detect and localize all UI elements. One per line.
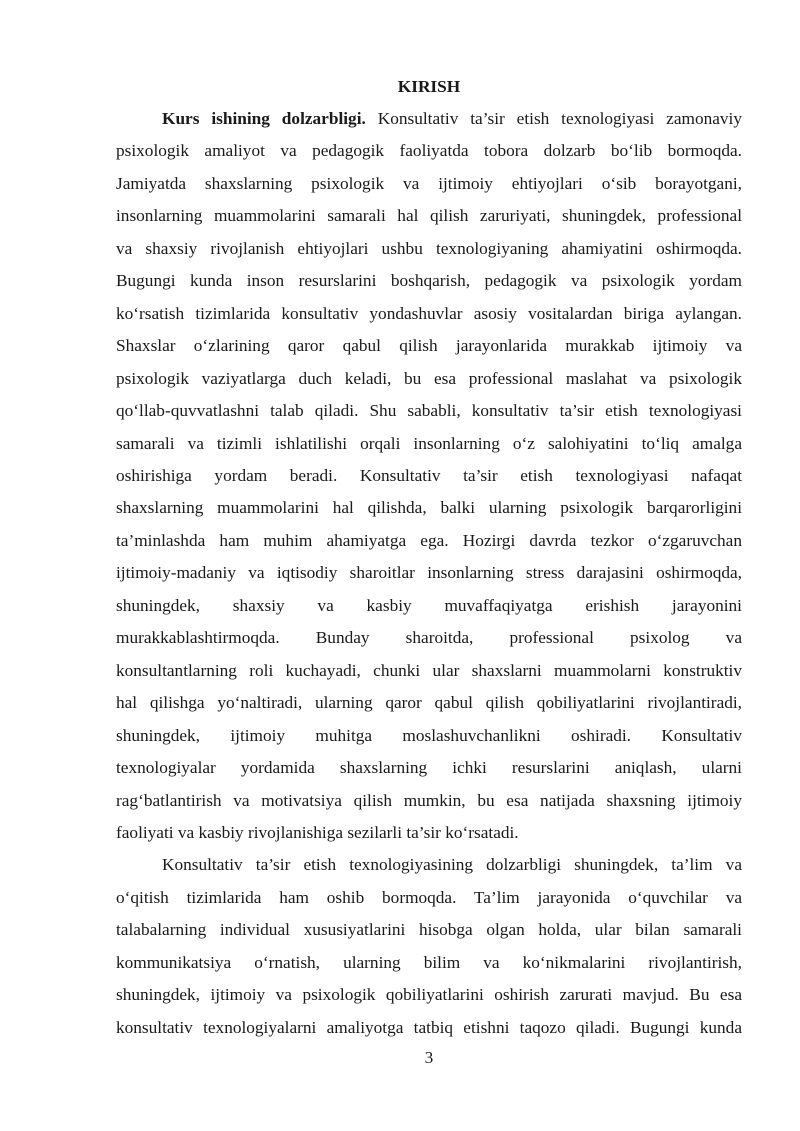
lead-phrase: Kurs ishining dolzarbligi. (162, 109, 366, 128)
text-line: Shaxslar o‘zlarining qaror qabul qilish jarayonlarida murakkab ijtimoiy va (116, 336, 742, 356)
section-heading: KIRISH (397, 77, 461, 96)
text-line: konsultativ texnologiyalarni amaliyotga tatbiq etishni taqozo qiladi. Bugungi kunda (116, 1017, 742, 1037)
text-line: hal qilishga yo‘naltiradi, ularning qaror qabul qilish qobiliyatlarini rivojlantiradi, (116, 693, 742, 713)
text-line: psixologik amaliyot va pedagogik faoliyatda tobora dolzarb bo‘lib bormoqda. (116, 141, 742, 161)
text-line: Jamiyatda shaxslarning psixologik va ijtimoiy ehtiyojlari o‘sib borayotgani, (116, 173, 742, 193)
text-line: samarali va tizimli ishlatilishi orqali insonlarning o‘z salohiyatini to‘liq amalga (116, 433, 742, 453)
text-line: Bugungi kunda inson resurslarini boshqarish, pedagogik va psixologik yordam (116, 271, 742, 291)
text-line: rag‘batlantirish va motivatsiya qilish mumkin, bu esa natijada shaxsning ijtimoiy (116, 790, 742, 810)
text-line: shuningdek, ijtimoiy muhitga moslashuvchanlikni oshiradi. Konsultativ (116, 725, 742, 745)
paragraph-1 (116, 103, 742, 849)
text-line: insonlarning muammolarini samarali hal qilish zaruriyati, shuningdek, professional (116, 206, 742, 226)
text-line: psixologik vaziyatlarga duch keladi, bu esa professional maslahat va psixologik (116, 368, 742, 388)
page-number: 3 (424, 1048, 434, 1067)
text-line: Konsultativ ta’sir etish texnologiyasining dolzarbligi shuningdek, ta’lim va (162, 855, 742, 875)
body-text (116, 103, 742, 1044)
text-line: qo‘llab-quvvatlashni talab qiladi. Shu sababli, konsultativ ta’sir etish texnologiyasi (116, 401, 742, 421)
text-line: ko‘rsatish tizimlarida konsultativ yondashuvlar asosiy vositalardan biriga aylangan. (116, 303, 742, 323)
text-line: kommunikatsiya o‘rnatish, ularning bilim va ko‘nikmalarini rivojlantirish, (116, 952, 742, 972)
text-line: konsultantlarning roli kuchayadi, chunki ular shaxslarni muammolarni konstruktiv (116, 660, 742, 680)
text-line: ijtimoiy-madaniy va iqtisodiy sharoitlar insonlarning stress darajasini oshirmoqda, (116, 563, 742, 583)
text-line (116, 103, 742, 135)
text-line-content: Konsultativ ta’sir etish texnologiyasi zamonaviy (365, 109, 742, 128)
paragraph-2 (116, 849, 742, 1044)
text-line: o‘qitish tizimlarida ham oshib bormoqda. Ta’lim jarayonida o‘quvchilar va (116, 887, 742, 907)
text-line: shuningdek, shaxsiy va kasbiy muvaffaqiyatga erishish jarayonini (116, 595, 742, 615)
text-line: talabalarning individual xususiyatlarini hisobga olgan holda, ular bilan samarali (116, 920, 742, 940)
text-line: faoliyati va kasbiy rivojlanishiga sezilarli ta’sir ko‘rsatadi. (116, 822, 519, 842)
text-line: oshirishiga yordam beradi. Konsultativ ta’sir etish texnologiyasi nafaqat (116, 465, 742, 485)
text-line: ta’minlashda ham muhim ahamiyatga ega. Hozirgi davrda tezkor o‘zgaruvchan (116, 530, 742, 550)
text-line: murakkablashtirmoqda. Bunday sharoitda, professional psixolog va (116, 628, 742, 648)
text-line: texnologiyalar yordamida shaxslarning ichki resurslarini aniqlash, ularni (116, 758, 742, 778)
text-line: va shaxsiy rivojlanish ehtiyojlari ushbu texnologiyaning ahamiyatini oshirmoqda. (116, 238, 742, 258)
text-line: shuningdek, ijtimoiy va psixologik qobiliyatlarini oshirish zarurati mavjud. Bu esa (116, 985, 742, 1005)
text-line: shaxslarning muammolarini hal qilishda, balki ularning psixologik barqarorligini (116, 498, 742, 518)
